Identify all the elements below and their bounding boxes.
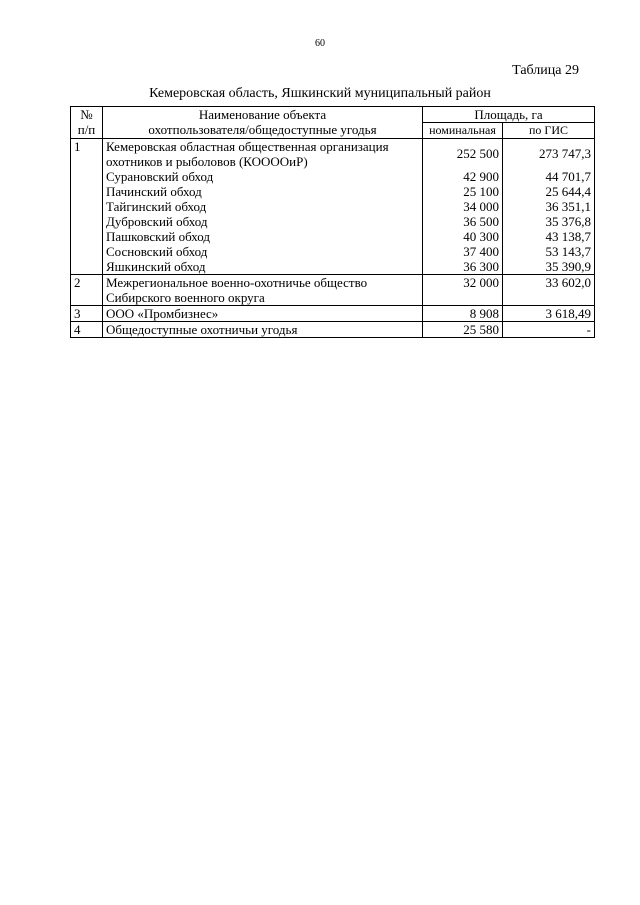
subitem-gis: 44 701,7 [545,169,591,184]
row-number: 1 [71,139,103,275]
row-gis: - [503,322,595,338]
row-nominal [423,139,503,275]
table-title: Кемеровская область, Яшкинский муниципальный район [149,86,491,101]
subitem-gis: 35 376,8 [545,214,591,229]
row-number: 2 [71,275,103,306]
subitem-nominal: 25 100 [463,184,499,199]
subitem-gis: 25 644,4 [545,184,591,199]
subitem-name: Пачинский обход [106,184,202,199]
subitem-nominal: 36 300 [463,259,499,274]
row-nominal: 8 908 [423,306,503,322]
subitem-name: Пашковский обход [106,229,210,244]
row-name: ООО «Промбизнес» [103,306,423,322]
table-row [71,322,595,338]
subitem-nominal: 36 500 [463,214,499,229]
subitem-gis: 53 143,7 [545,244,591,259]
subitem-nominal: 37 400 [463,244,499,259]
org-name-line1: Кемеровская областная общественная организация [106,139,389,154]
row-name: Общедоступные охотничьи угодья [103,322,423,338]
row-gis [503,139,595,275]
row-number: 4 [71,322,103,338]
header-gis: по ГИС [503,123,595,139]
row-nominal: 25 580 [423,322,503,338]
header-row [71,107,595,123]
row-name [103,139,423,275]
header-area: Площадь, га [423,107,595,123]
table-row [71,306,595,322]
subitem-nominal: 40 300 [463,229,499,244]
header-object-name [103,107,423,139]
org-name-line2: охотников и рыболовов (КООООиР) [106,154,308,169]
subitem-name: Тайгинский обход [106,199,207,214]
subitem-nominal: 42 900 [463,169,499,184]
subitem-name: Дубровский обход [106,214,208,229]
table-caption: Таблица 29 [512,63,579,78]
org-name-line1: Межрегиональное военно-охотничье общество [106,275,368,290]
subitem-gis: 43 138,7 [545,229,591,244]
subitem-gis: 36 351,1 [545,199,591,214]
header-nominal: номинальная [423,123,503,139]
row-nominal: 32 000 [423,275,503,306]
page-number: 60 [315,38,325,49]
header-name-line2: охотпользователя/общедоступные угодья [148,122,377,137]
row-number: 3 [71,306,103,322]
table-row [71,275,595,306]
header-number [71,107,103,139]
subitem-name: Сурановский обход [106,169,214,184]
header-name-line1: Наименование объекта [198,107,327,122]
row-name [103,275,423,306]
header-number-line1: № [80,107,93,122]
hunting-grounds-table [70,106,595,338]
header-number-line2: п/п [77,122,96,137]
row-gis: 33 602,0 [503,275,595,306]
subitem-gis: 35 390,9 [545,259,591,274]
org-name-line2: Сибирского военного округа [106,290,265,305]
row-gis: 3 618,49 [503,306,595,322]
table-row [71,139,595,275]
subitem-name: Яшкинский обход [106,259,206,274]
subitem-nominal: 34 000 [463,199,499,214]
org-nominal: 252 500 [456,146,499,161]
subitem-name: Сосновский обход [106,244,208,259]
org-gis: 273 747,3 [539,146,591,161]
